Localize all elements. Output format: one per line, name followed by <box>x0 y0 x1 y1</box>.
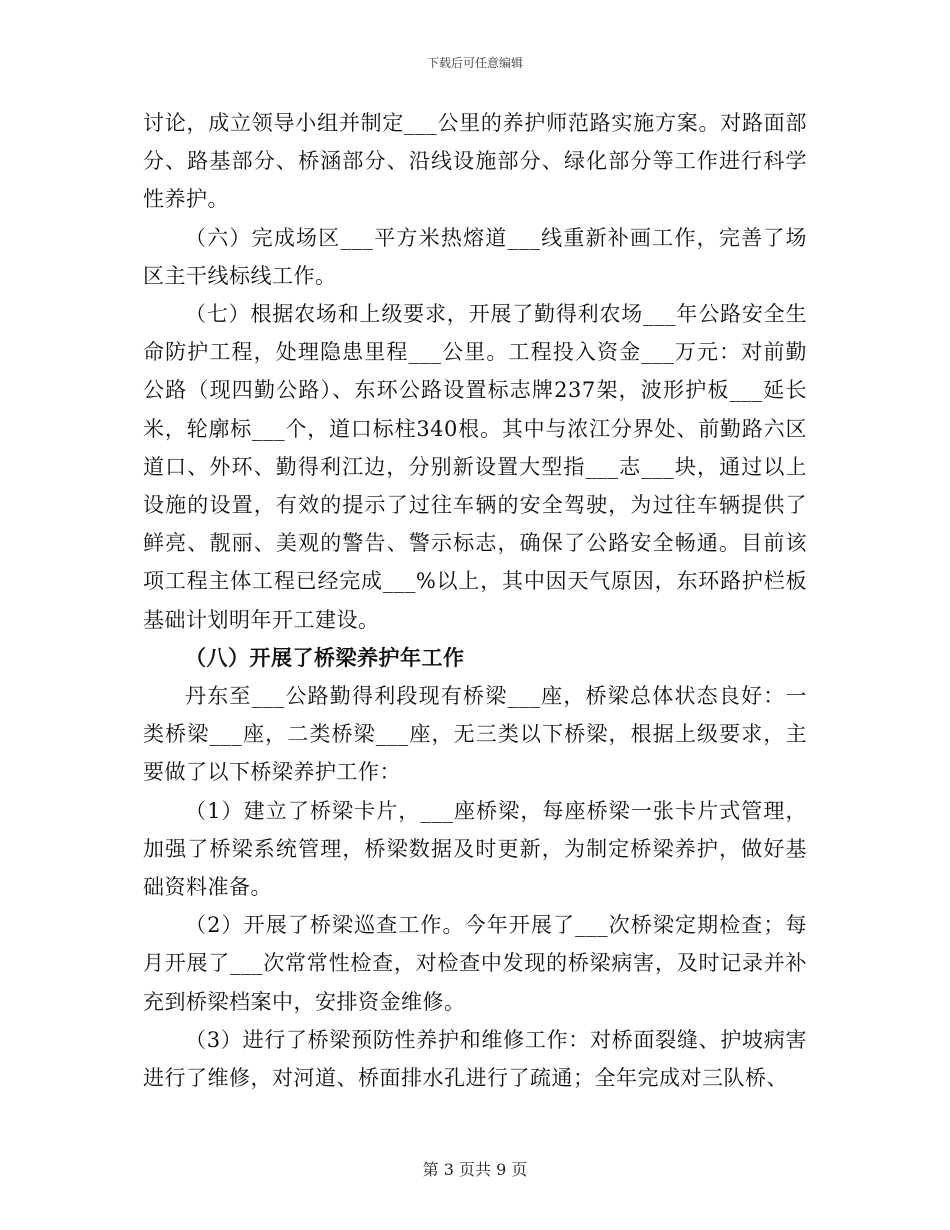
paragraph-bridge-item-1: （1）建立了桥梁卡片，___座桥梁，每座桥梁一张卡片式管理，加强了桥梁系统管理，桥梁数据及时更新，为制定桥梁养护，做好基础资料准备。 <box>143 798 807 900</box>
page-number: 第 3 页共 9 页 <box>422 1160 528 1179</box>
paragraph-continuation: 讨论，成立领导小组并制定___公里的养护师范路实施方案。对路面部分、路基部分、桥涵部分、沿线设施部分、绿化部分等工作进行科学性养护。 <box>143 111 807 212</box>
paragraph-item-7: （七）根据农场和上级要求，开展了勤得利农场___年公路安全生命防护工程，处理隐患里程___公里。工程投入资金___万元：对前勤公路（现四勤公路）、东环公路设置标志牌237架，波形护板___延长米，轮廓标___个，道口标柱340根。其中与浓江分界处、前勤路六区道口、外环、勤得利江边，分别新设置大型指___志___块，通过以上设施的设置，有效的提示了过往车辆的安全驾驶，为过往车辆提供了鲜亮、靓丽、美观的警告、警示标志，确保了公路安全畅通。目前该项工程主体工程已经完成___%以上，其中因天气原因，东环路护栏板基础计划明年开工建设。 <box>143 302 807 632</box>
paragraph-bridge-overview: 丹东至___公路勤得利段现有桥梁___座，桥梁总体状态良好：一类桥梁___座，二类桥梁___座，无三类以下桥梁，根据上级要求，主要做了以下桥梁养护工作： <box>143 684 807 785</box>
paragraph-bridge-item-2: （2）开展了桥梁巡查工作。今年开展了___次桥梁定期检查；每月开展了___次常常性检查，对检查中发现的桥梁病害，及时记录并补充到桥梁档案中，安排资金维修。 <box>143 913 807 1014</box>
section-heading-8: （八）开展了桥梁养护年工作 <box>185 644 465 670</box>
paragraph-item-6: （六）完成场区___平方米热熔道___线重新补画工作，完善了场区主干线标线工作。 <box>143 225 807 288</box>
page-header: 下载后可任意编辑 <box>426 56 523 70</box>
paragraph-bridge-item-3: （3）进行了桥梁预防性养护和维修工作：对桥面裂缝、护坡病害进行了维修，对河道、桥面排水孔进行了疏通；全年完成对三队桥、 <box>143 1027 807 1091</box>
document-body <box>143 104 807 1097</box>
